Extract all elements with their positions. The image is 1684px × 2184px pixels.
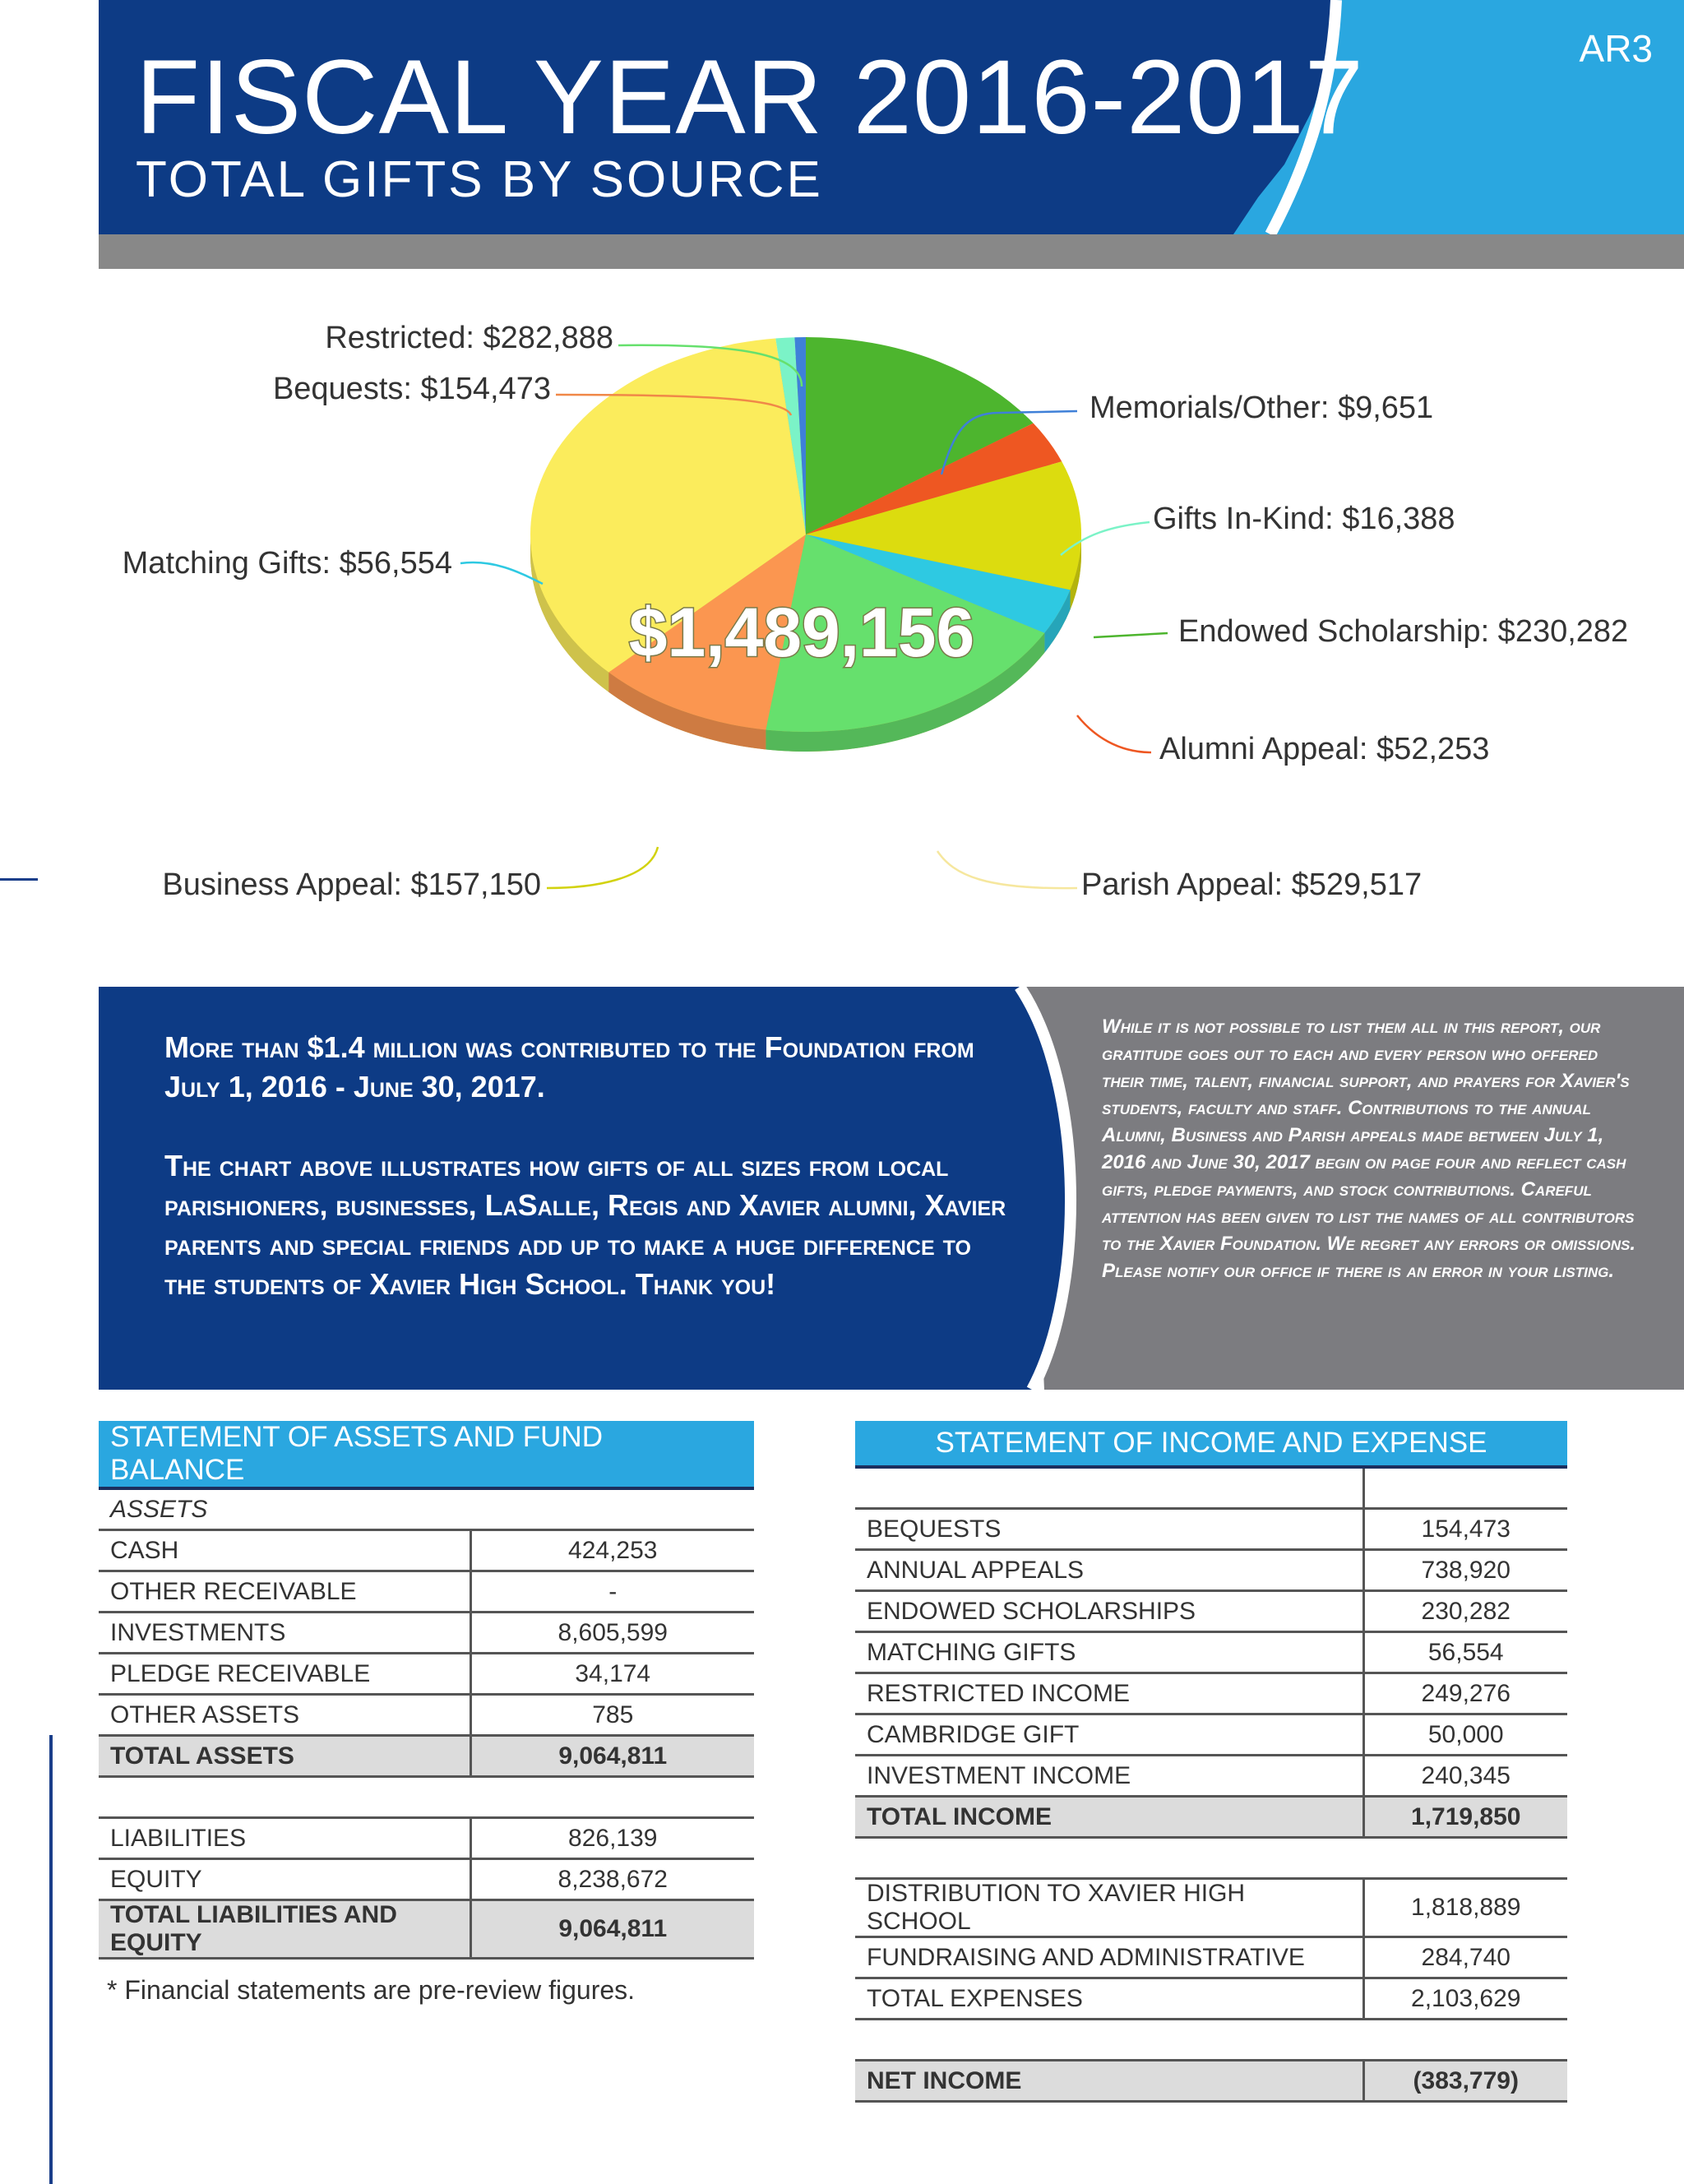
table-row bbox=[99, 1530, 754, 1571]
row-label: RESTRICTED INCOME bbox=[855, 1673, 1363, 1714]
income-table bbox=[855, 1421, 1567, 2103]
row-value: 1,818,889 bbox=[1363, 1879, 1567, 1937]
table-row bbox=[99, 1613, 754, 1654]
row-label: INVESTMENTS bbox=[99, 1613, 470, 1654]
table-row bbox=[855, 1756, 1567, 1797]
row-value: 240,345 bbox=[1363, 1756, 1567, 1797]
row-value: 284,740 bbox=[1363, 1937, 1567, 1978]
slice-label: Bequests: $154,473 bbox=[272, 372, 551, 406]
table-row bbox=[99, 1654, 754, 1695]
table-row bbox=[855, 1714, 1567, 1756]
row-label: INVESTMENT INCOME bbox=[855, 1756, 1363, 1797]
row-value: 34,174 bbox=[470, 1654, 754, 1695]
table-row bbox=[855, 1591, 1567, 1632]
slice-label: Matching Gifts: $56,554 bbox=[122, 546, 452, 581]
slice-label: Restricted: $282,888 bbox=[325, 321, 613, 355]
table-row bbox=[855, 1937, 1567, 1978]
slice-label: Business Appeal: $157,150 bbox=[162, 868, 541, 902]
leader-line bbox=[1094, 633, 1168, 637]
row-value: 738,920 bbox=[1363, 1550, 1567, 1591]
row-value: (383,779) bbox=[1363, 2061, 1567, 2102]
row-label: OTHER ASSETS bbox=[99, 1695, 470, 1736]
assets-table-title: STATEMENT OF ASSETS AND FUND BALANCE bbox=[99, 1421, 754, 1488]
row-value: 1,719,850 bbox=[1363, 1797, 1567, 1838]
slice-label: Alumni Appeal: $52,253 bbox=[1159, 732, 1490, 766]
assets-section-label: ASSETS bbox=[99, 1488, 754, 1530]
gifts-pie-chart bbox=[0, 271, 1684, 979]
chart-total: $1,489,156 bbox=[628, 594, 975, 671]
row-value: 785 bbox=[470, 1695, 754, 1736]
row-label: FUNDRAISING AND ADMINISTRATIVE bbox=[855, 1937, 1363, 1978]
slice-label: Parish Appeal: $529,517 bbox=[1081, 868, 1423, 902]
row-value: 154,473 bbox=[1363, 1509, 1567, 1550]
summary-paragraph-1: More than $1.4 million was contributed to the Foundation from July 1, 2016 - June 30, 2017. bbox=[164, 1030, 974, 1104]
page-title: FISCAL YEAR 2016-2017 bbox=[136, 39, 1364, 156]
total-row bbox=[99, 1736, 754, 1777]
leader-line bbox=[547, 847, 658, 888]
page-subtitle: TOTAL GIFTS BY SOURCE bbox=[136, 151, 823, 208]
margin-rule bbox=[49, 1735, 53, 2184]
assets-table bbox=[99, 1421, 754, 1960]
table-row bbox=[99, 1818, 754, 1859]
row-label: ENDOWED SCHOLARSHIPS bbox=[855, 1591, 1363, 1632]
row-label: CASH bbox=[99, 1530, 470, 1571]
summary-paragraph-2: The chart above illustrates how gifts of all sizes from local parishioners, businesses, LaSalle, Regis and Xavier alumni, Xavier parents and special friends add up to make a huge difference to the students of Xavier High School. Thank you! bbox=[164, 1149, 1006, 1301]
leader-line bbox=[937, 851, 1077, 888]
table-row bbox=[855, 1632, 1567, 1673]
table-row bbox=[855, 1879, 1567, 1937]
row-label: BEQUESTS bbox=[855, 1509, 1363, 1550]
note-text: While it is not possible to list them all in this report, our gratitude goes out to each and every person who offered their time, talent, financial support, and prayers for Xavier's students, faculty and staff. Contributions to the annual Alumni, Business and Parish appeals made between July 1, 2016 and June 30, 2017 begin on page four and reflect cash gifts, pledge payments, and stock contributions. Careful attention has been given to list the names of all contributors to the Xavier Foundation. We regret any errors or omissions. Please notify our office if there is an error in your listing. bbox=[1102, 1016, 1635, 1282]
row-label: TOTAL EXPENSES bbox=[855, 1978, 1363, 2020]
row-value: 424,253 bbox=[470, 1530, 754, 1571]
row-value: 2,103,629 bbox=[1363, 1978, 1567, 2020]
row-label: TOTAL LIABILITIES AND EQUITY bbox=[99, 1900, 470, 1959]
total-row bbox=[855, 2061, 1567, 2102]
row-label: OTHER RECEIVABLE bbox=[99, 1571, 470, 1613]
row-label: CAMBRIDGE GIFT bbox=[855, 1714, 1363, 1756]
row-value: 826,139 bbox=[470, 1818, 754, 1859]
row-value: 249,276 bbox=[1363, 1673, 1567, 1714]
header-gray-bar bbox=[99, 234, 1684, 269]
row-label: TOTAL ASSETS bbox=[99, 1736, 470, 1777]
total-row bbox=[855, 1797, 1567, 1838]
table-row bbox=[99, 1571, 754, 1613]
leader-line bbox=[1077, 715, 1151, 752]
row-label: EQUITY bbox=[99, 1859, 470, 1900]
leader-line bbox=[460, 562, 543, 584]
row-value: 8,605,599 bbox=[470, 1613, 754, 1654]
row-label: NET INCOME bbox=[855, 2061, 1363, 2102]
summary-text bbox=[164, 1028, 1020, 1344]
table-row bbox=[855, 1509, 1567, 1550]
row-value: 9,064,811 bbox=[470, 1900, 754, 1959]
total-row bbox=[99, 1900, 754, 1959]
row-label: ANNUAL APPEALS bbox=[855, 1550, 1363, 1591]
row-value: 9,064,811 bbox=[470, 1736, 754, 1777]
row-value: 8,238,672 bbox=[470, 1859, 754, 1900]
page-code: AR3 bbox=[1579, 27, 1653, 70]
row-label: LIABILITIES bbox=[99, 1818, 470, 1859]
row-value: - bbox=[470, 1571, 754, 1613]
row-label: PLEDGE RECEIVABLE bbox=[99, 1654, 470, 1695]
slice-label: Memorials/Other: $9,651 bbox=[1090, 391, 1434, 425]
row-value: 230,282 bbox=[1363, 1591, 1567, 1632]
footnote: * Financial statements are pre-review figures. bbox=[107, 1975, 636, 2005]
table-row bbox=[855, 1673, 1567, 1714]
table-row bbox=[99, 1695, 754, 1736]
slice-label: Gifts In-Kind: $16,388 bbox=[1153, 502, 1455, 536]
row-label: TOTAL INCOME bbox=[855, 1797, 1363, 1838]
row-value: 56,554 bbox=[1363, 1632, 1567, 1673]
slice-label: Endowed Scholarship: $230,282 bbox=[1178, 614, 1629, 649]
margin-tick bbox=[0, 878, 38, 881]
table-row bbox=[855, 1550, 1567, 1591]
table-row bbox=[99, 1859, 754, 1900]
table-row bbox=[855, 1978, 1567, 2020]
income-table-title: STATEMENT OF INCOME AND EXPENSE bbox=[855, 1421, 1567, 1467]
row-label: DISTRIBUTION TO XAVIER HIGH SCHOOL bbox=[855, 1879, 1363, 1937]
row-label: MATCHING GIFTS bbox=[855, 1632, 1363, 1673]
row-value: 50,000 bbox=[1363, 1714, 1567, 1756]
